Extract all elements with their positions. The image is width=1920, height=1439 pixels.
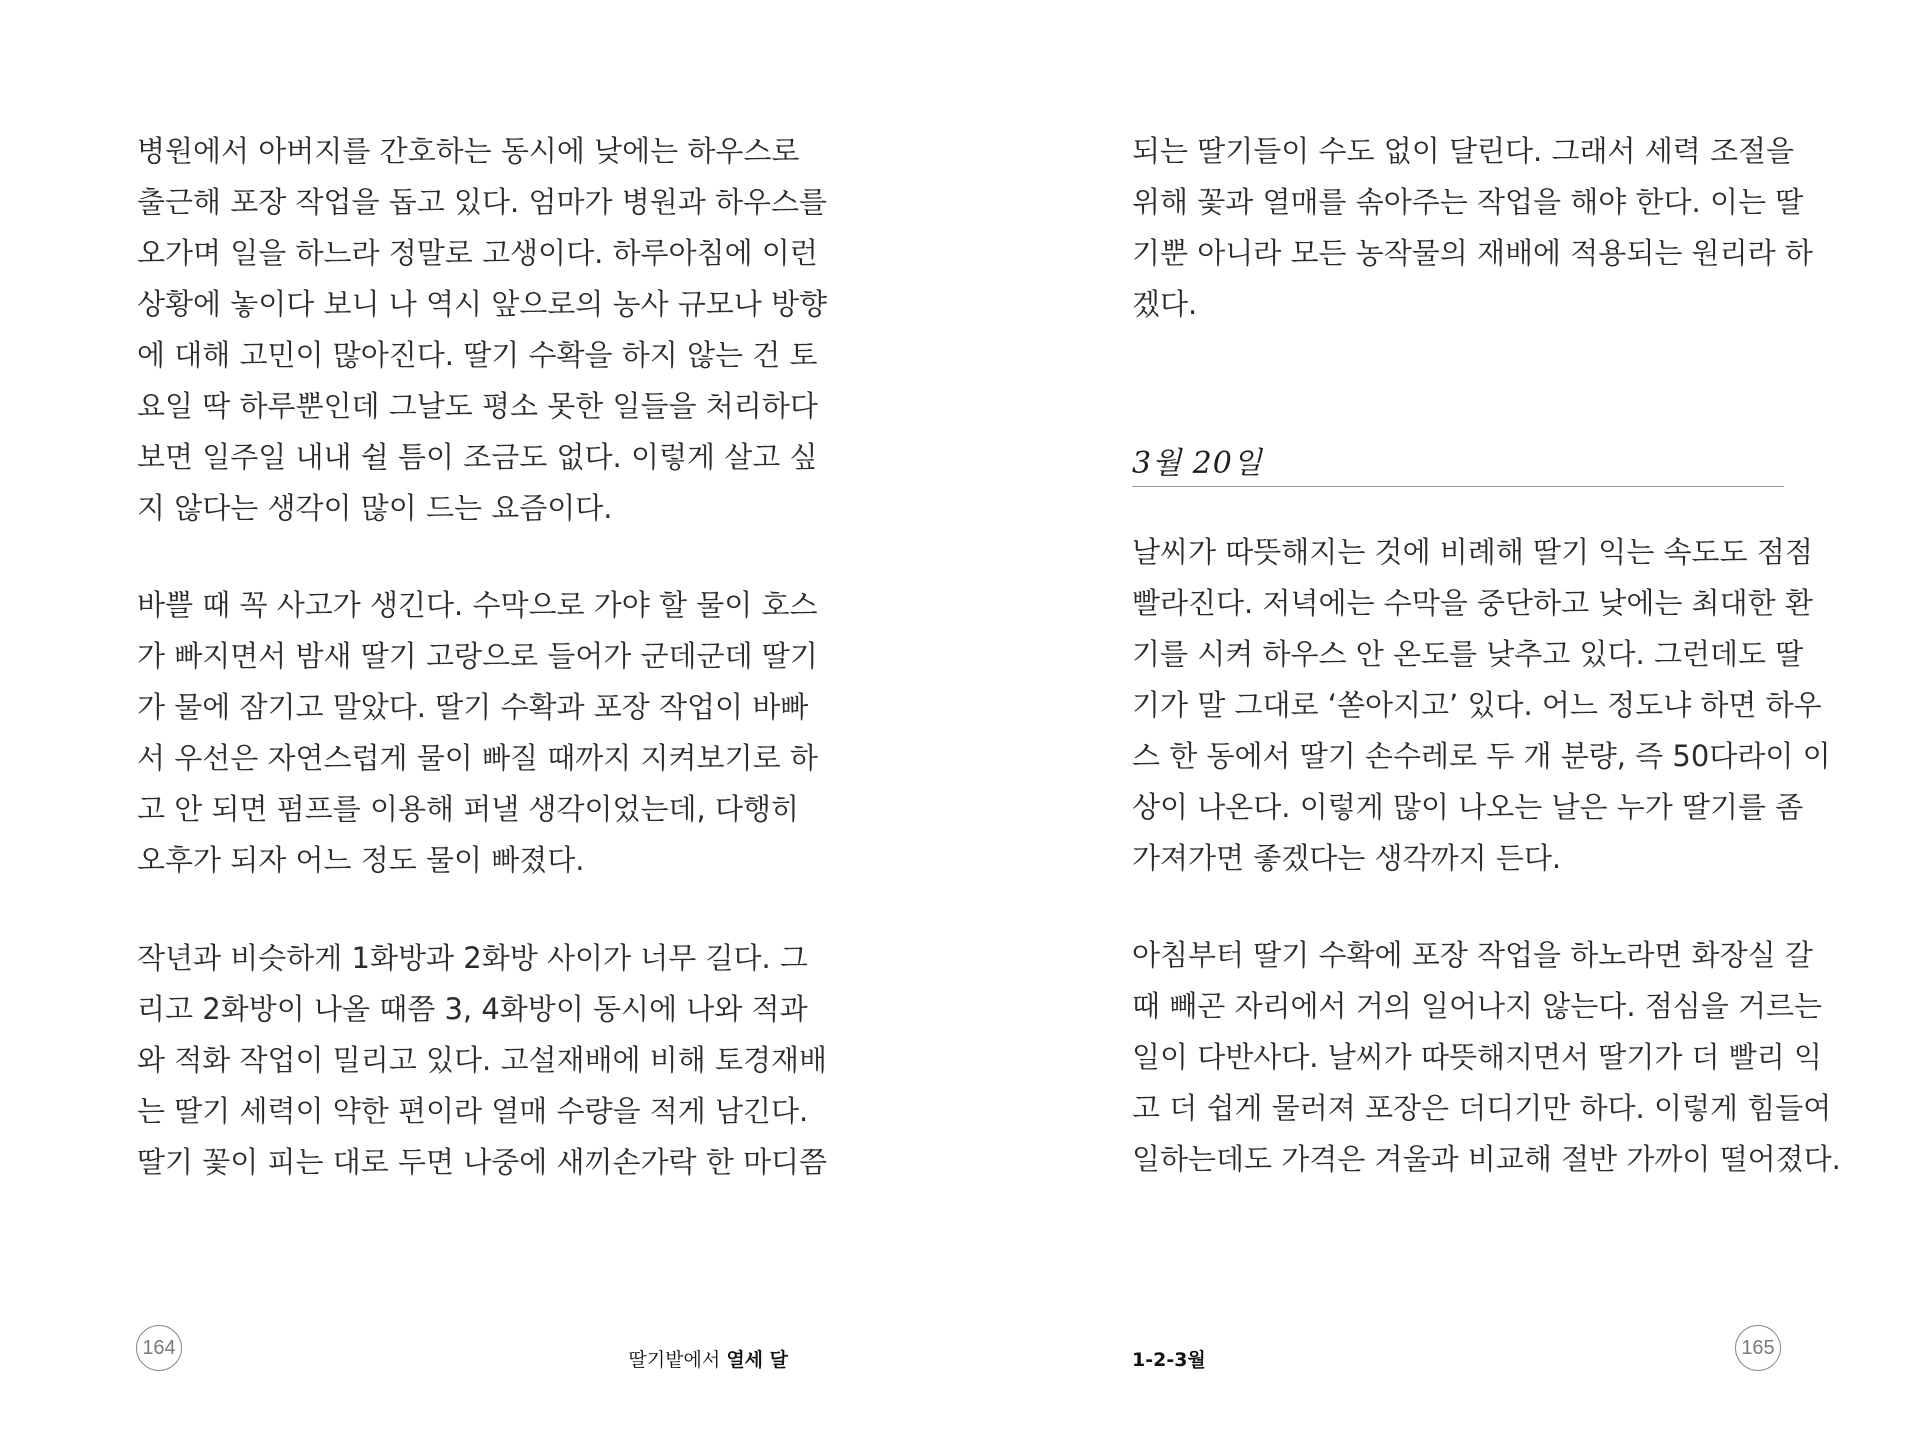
page-number: 165 bbox=[1735, 1325, 1781, 1371]
text-line: 딸기 꽃이 피는 대로 두면 나중에 새끼손가락 한 마디쯤 bbox=[137, 1145, 828, 1179]
text-line: 기뿐 아니라 모든 농작물의 재배에 적용되는 원리라 하 bbox=[1132, 236, 1813, 270]
running-head-title: 딸기밭에서 bbox=[628, 1349, 727, 1371]
paragraph bbox=[1132, 527, 1831, 884]
text-line: 일하는데도 가격은 겨울과 비교해 절반 가까이 떨어졌다. bbox=[1132, 1142, 1841, 1176]
text-line: 오후가 되자 어느 정도 물이 빠졌다. bbox=[137, 843, 585, 877]
date-heading-text: 3월 20일 bbox=[1132, 446, 1263, 481]
text-line: 출근해 포장 작업을 돕고 있다. 엄마가 병원과 하우스를 bbox=[137, 185, 828, 219]
text-line: 되는 딸기들이 수도 없이 달린다. 그래서 세력 조절을 bbox=[1132, 134, 1795, 168]
running-head-title-bold: 열세 달 bbox=[726, 1349, 788, 1371]
text-line: 는 딸기 세력이 약한 편이라 열매 수량을 적게 남긴다. bbox=[137, 1094, 809, 1128]
text-line: 기가 말 그대로 ‘쏟아지고’ 있다. 어느 정도냐 하면 하우 bbox=[1132, 688, 1822, 722]
text-line: 보면 일주일 내내 쉴 틈이 조금도 없다. 이렇게 살고 싶 bbox=[137, 440, 818, 474]
text-line: 기를 시켜 하우스 안 온도를 낮추고 있다. 그런데도 딸 bbox=[1132, 637, 1804, 671]
text-line: 요일 딱 하루뿐인데 그날도 평소 못한 일들을 처리하다 bbox=[137, 389, 818, 423]
page-number: 164 bbox=[136, 1325, 182, 1371]
text-line: 서 우선은 자연스럽게 물이 빠질 때까지 지켜보기로 하 bbox=[137, 741, 818, 775]
text-line: 고 더 쉽게 물러져 포장은 더디기만 하다. 이렇게 힘들여 bbox=[1132, 1091, 1832, 1125]
text-line: 병원에서 아버지를 간호하는 동시에 낮에는 하우스로 bbox=[137, 134, 800, 168]
text-line: 가져가면 좋겠다는 생각까지 든다. bbox=[1132, 841, 1562, 875]
running-head bbox=[629, 1348, 789, 1372]
text-line: 상이 나온다. 이렇게 많이 나오는 날은 누가 딸기를 좀 bbox=[1132, 790, 1804, 824]
text-line: 와 적화 작업이 밀리고 있다. 고설재배에 비해 토경재배 bbox=[137, 1043, 828, 1077]
text-line: 아침부터 딸기 수확에 포장 작업을 하노라면 화장실 갈 bbox=[1132, 938, 1813, 972]
text-line: 리고 2화방이 나올 때쯤 3, 4화방이 동시에 나와 적과 bbox=[137, 992, 808, 1026]
text-line: 오가며 일을 하느라 정말로 고생이다. 하루아침에 이런 bbox=[137, 236, 818, 270]
paragraph bbox=[1132, 930, 1841, 1185]
text-line: 고 안 되면 펌프를 이용해 퍼낼 생각이었는데, 다행히 bbox=[137, 792, 800, 826]
text-line: 때 빼곤 자리에서 거의 일어나지 않는다. 점심을 거르는 bbox=[1132, 989, 1823, 1023]
text-line: 에 대해 고민이 많아진다. 딸기 수확을 하지 않는 건 토 bbox=[137, 338, 818, 372]
text-line: 상황에 놓이다 보니 나 역시 앞으로의 농사 규모나 방향 bbox=[137, 287, 828, 321]
text-line: 위해 꽃과 열매를 솎아주는 작업을 해야 한다. 이는 딸 bbox=[1132, 185, 1804, 219]
text-line: 바쁠 때 꼭 사고가 생긴다. 수막으로 가야 할 물이 호스 bbox=[137, 588, 818, 622]
text-line: 지 않다는 생각이 많이 드는 요즘이다. bbox=[137, 491, 613, 525]
running-head: 1-2-3월 bbox=[1132, 1349, 1206, 1371]
paragraph bbox=[137, 126, 828, 534]
text-line: 일이 다반사다. 날씨가 따뜻해지면서 딸기가 더 빨리 익 bbox=[1132, 1040, 1823, 1074]
text-line: 날씨가 따뜻해지는 것에 비례해 딸기 익는 속도도 점점 bbox=[1132, 535, 1813, 569]
text-line: 가 빠지면서 밤새 딸기 고랑으로 들어가 군데군데 딸기 bbox=[137, 639, 818, 673]
paragraph bbox=[137, 933, 828, 1188]
text-line: 스 한 동에서 딸기 손수레로 두 개 분량, 즉 50다라이 이 bbox=[1132, 739, 1831, 773]
paragraph bbox=[137, 580, 818, 886]
text-line: 겠다. bbox=[1132, 287, 1198, 321]
text-line: 가 물에 잠기고 말았다. 딸기 수확과 포장 작업이 바빠 bbox=[137, 690, 809, 724]
text-line: 작년과 비슷하게 1화방과 2화방 사이가 너무 길다. 그 bbox=[137, 941, 808, 975]
date-heading bbox=[1132, 446, 1784, 487]
right-page bbox=[960, 0, 1920, 1439]
text-line: 빨라진다. 저녁에는 수막을 중단하고 낮에는 최대한 환 bbox=[1132, 586, 1813, 620]
paragraph bbox=[1132, 126, 1813, 330]
